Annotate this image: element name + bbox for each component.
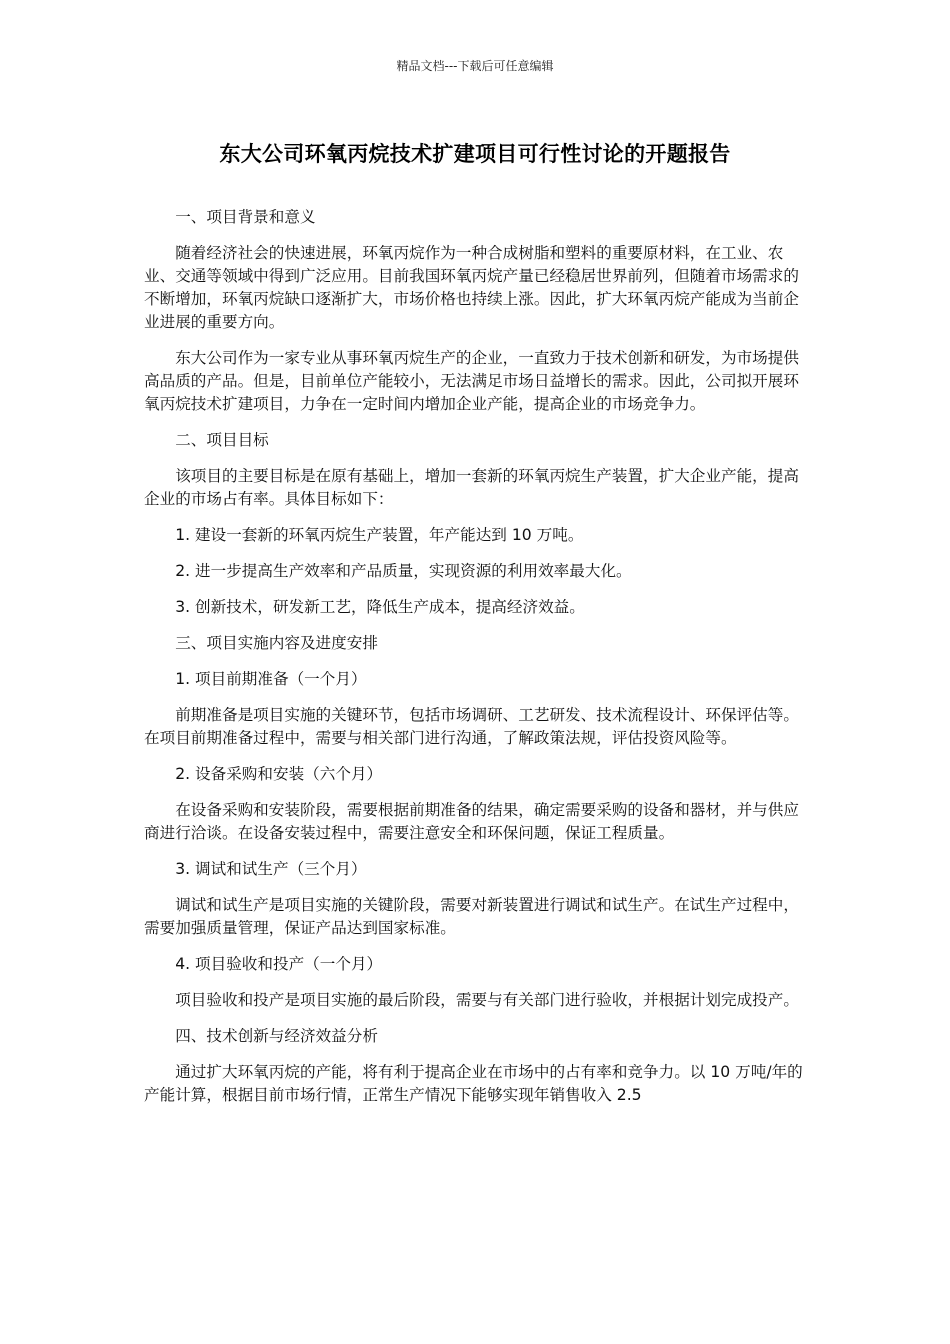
page-header: 精品文档---下载后可任意编辑 [396, 59, 554, 73]
paragraph: 在设备采购和安装阶段，需要根据前期准备的结果，确定需要采购的设备和器材，并与供应商进行洽谈。在设备安装过程中，需要注意安全和环保问题，保证工程质量。 [144, 801, 799, 842]
section-heading: 三、项目实施内容及进度安排 [175, 634, 378, 652]
list-item: 2. 进一步提高生产效率和产品质量，实现资源的利用效率最大化。 [175, 562, 632, 580]
paragraph: 随着经济社会的快速进展，环氧丙烷作为一种合成树脂和塑料的重要原材料，在工业、农业、交通等领域中得到广泛应用。目前我国环氧丙烷产量已经稳居世界前列，但随着市场需求的不断增加，环氧丙烷缺口逐渐扩大，市场价格也持续上涨。因此，扩大环氧丙烷产能成为当前企业进展的重要方向。 [144, 244, 799, 331]
list-item: 3. 创新技术，研发新工艺，降低生产成本，提高经济效益。 [175, 598, 585, 616]
sub-heading: 1. 项目前期准备（一个月） [175, 670, 367, 688]
document-title: 东大公司环氧丙烷技术扩建项目可行性讨论的开题报告 [219, 142, 731, 166]
sub-heading: 2. 设备采购和安装（六个月） [175, 765, 383, 783]
paragraph: 通过扩大环氧丙烷的产能，将有利于提高企业在市场中的占有率和竞争力。以 10 万吨/年的产能计算，根据目前市场行情，正常生产情况下能够实现年销售收入 2.5 [144, 1063, 803, 1104]
section-heading: 四、技术创新与经济效益分析 [175, 1027, 378, 1045]
section-heading: 一、项目背景和意义 [175, 208, 316, 226]
sub-heading: 3. 调试和试生产（三个月） [175, 860, 367, 878]
document-body [144, 206, 812, 1120]
paragraph: 调试和试生产是项目实施的关键阶段，需要对新装置进行调试和试生产。在试生产过程中，需要加强质量管理，保证产品达到国家标准。 [144, 896, 799, 937]
paragraph: 东大公司作为一家专业从事环氧丙烷生产的企业，一直致力于技术创新和研发，为市场提供高品质的产品。但是，目前单位产能较小，无法满足市场日益增长的需求。因此，公司拟开展环氧丙烷技术扩建项目，力争在一定时间内增加企业产能，提高企业的市场竞争力。 [144, 349, 799, 413]
section-heading: 二、项目目标 [175, 431, 269, 449]
paragraph: 前期准备是项目实施的关键环节，包括市场调研、工艺研发、技术流程设计、环保评估等。在项目前期准备过程中，需要与相关部门进行沟通，了解政策法规，评估投资风险等。 [144, 706, 799, 747]
sub-heading: 4. 项目验收和投产（一个月） [175, 955, 383, 973]
paragraph: 该项目的主要目标是在原有基础上，增加一套新的环氧丙烷生产装置，扩大企业产能，提高企业的市场占有率。具体目标如下： [144, 467, 799, 508]
paragraph: 项目验收和投产是项目实施的最后阶段，需要与有关部门进行验收，并根据计划完成投产。 [175, 991, 799, 1009]
list-item: 1. 建设一套新的环氧丙烷生产装置，年产能达到 10 万吨。 [175, 526, 584, 544]
